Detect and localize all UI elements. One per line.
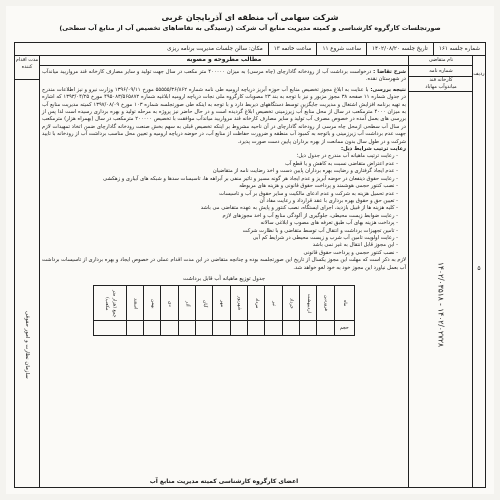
applicant-city: میاندوآب مهاباد [425, 84, 457, 90]
condition-item: - عدم اعتراض متقاضی نسبت به کاهش و یا قطع آب [42, 161, 398, 168]
table-value-cell [317, 321, 334, 336]
action-responsible: سازمان نظارت و امور حقوقی [24, 311, 30, 379]
table-value-cell [299, 321, 316, 336]
row-column [472, 55, 485, 487]
company-name: شرکت سهامی آب منطقه ای آذربایجان غربی [161, 13, 339, 22]
condition-item: - تامین تجهیزات برداشت و انتقال آب توسط متقاضی و با نظارت شرکت [42, 228, 398, 235]
request-text: درخواست برداشت آب از رودخانه گادارچای (چاه مرسی) به میزان ۴۰۰۰۰۰ متر مکعب در سال جهت تولید و سایر مصارف کارخانه قند مرواربید میاندآب در شهرستان نقده. [42, 69, 406, 83]
letter-number-vertical: ۱۴۰۲/۰۲۷۲۸ - ۱۴۰۲/۰۳۵۱۸ [436, 262, 446, 348]
table-header-cell: اسفند [126, 286, 143, 321]
table-value-cell [230, 321, 247, 336]
table-value-cell: حجم [334, 321, 354, 336]
condition-item: - نصب کنتور حجمی و پرداخت حقوق قانونی [42, 250, 398, 257]
session-start-time: ساعت شروع ۱۱ [316, 43, 366, 55]
action-column-header: مدت اقدام کننده [15, 55, 39, 80]
conditions-list [42, 153, 406, 257]
row-label: ردیف [473, 71, 485, 77]
table-value-cell [196, 321, 213, 336]
review-text: با عنایت به ابلاغ مجوز تخصیص منابع آب حوزه آبریز دریاچه ارومیه طی نامه شماره ۵۵۵۵۵/۳۶/۸۶۲ مورخ ۱۳۹۶/۰۹/۱۱ وزارت نیرو و نیز اطلاعات مندرج در جدول شماره ۱۱ صفحه ۳۸ مجوز مزبور و نیز با توجه به بند ۲۳ مصوبات کارگروه ملی نجات دریاچه ارومیه ابلاغیه شماره ۴۹۵۰۸۳/۵۶۵۸۷۲ مورخ ۱۳۹۳/۰۴/۲۵ که اشاره به تهیه برنامه افزایش اشتغال و مدیریت جایگزین توسط دستگاههای ذیربط دارد و با توجه به اینکه طی صورتجلسه شماره ۱۰۳ مورخ ۱۳۹۷/۰۸/۰۹ کمیته مدیریت منابع آب به میزان ۴۰۰۰ مترمکعب در سال از محل منابع آب زیرزمینی تخصیص ابلاغ گردیده است و در حال حاضر نیز پروژه به مرحله تولید و بهره برداری رسیده است لذا پس از بررسی های بعمل آمده در خصوص مصرف آب تولید و سایر مصارف کارخانه قند مرواربید میاندآب موافقت با تخصیص ۲۰۰۰۰۰ مترمکعب در سال (بهمراه هزار) مترمکعب در سال آب سطحی ازمحل چاه مرسی از رودخانه گادارچای در آن ناحیه مشروط بر اینکه تخصیص قبلی به سهم بخش صنعت رودخانه گادارچای ضمن اتخاذ تمهیدات لازم جهت عدم برداشت آب زیرزمینی و باتوجه به کمبود آب منطقه و ضرورت حفاظت از منابع آب، در حوضه دریاچه ارومیه و تعیین محل مناسب برداشت آب از رودخانه با تایید شرکت و در طول سال بدون ممانعت از بهره برداران پایین دست صورت پذیرد. [42, 86, 407, 145]
condition-item: - نصب کنتور حجمی هوشمند و پرداخت حقوق قانونی و هزینه های مربوطه [42, 183, 398, 190]
document-page [6, 6, 494, 494]
review-label: نتیجه بررسی: [370, 86, 406, 93]
table-value-cell [144, 321, 161, 336]
session-place: مکان: سالن جلسات مدیریت برنامه ریزی [167, 46, 263, 52]
letter-number-label: شماره نامه [409, 66, 473, 77]
condition-item: - تعیین حق و حقوق بهره برداری با عقد قرارداد و رعایت مفاد آن [42, 198, 398, 205]
applicant-name: کارخانه قند [429, 77, 453, 83]
committee-footer: اعضای کارگروه کارشناسی کمیته مدیریت منابع آب [149, 477, 299, 485]
table-header-cell: ماه [334, 286, 354, 321]
body-title: مطالب مطروحه و مصوبه [39, 55, 409, 66]
session-number: شماره جلسه ۱۶۱ [433, 43, 485, 55]
table-value-cell [282, 321, 299, 336]
table-value-cell [213, 321, 230, 336]
request-label: شرح تقاضا : [373, 69, 406, 75]
minutes-title: صورتجلسات کارگروه کارشناسی و کمیته مدیریت منابع آب شرکت (رسیدگی به تقاضاهای تخصیص آب از منابع آب سطحی) [59, 24, 441, 32]
row-number: ۵ [477, 265, 481, 272]
document-header [6, 12, 494, 33]
table-header-cell: آبان [196, 286, 213, 321]
condition-item: - عدم تحمیل هزینه به شرکت و عدم ادعای مالکیت و سایر حقوق بر آب و تاسیسات [42, 191, 398, 198]
minutes-body [39, 55, 409, 487]
distribution-table-title: جدول توزیع ماهیانه آب قابل برداشت [182, 275, 266, 282]
applicant-value [409, 77, 473, 92]
table-header-cell: دی [161, 286, 178, 321]
session-date: تاریخ جلسه ۱۴۰۲/۰۸/۲۰ [366, 43, 433, 55]
condition-item: - این مجوز قابل انتقال به غیر نمی باشد [42, 242, 398, 249]
table-header-cell: مهر [213, 286, 230, 321]
applicant-name-label: نام متقاضی [409, 55, 473, 66]
validity-note: لازم به ذکر است که مهلت این مجوز یکسال از تاریخ این صورتجلسه بوده و چنانچه متقاضی در این مدت اقدام عملی در خصوص ایجاد و بهره برداری از تاسیسات برداشت آب بعمل نیاورد این مجوز خود به خود لغو خواهد شد. [42, 257, 406, 271]
table-value-cell [265, 321, 282, 336]
condition-item: - رعایت ضوابط زیست محیطی، جلوگیری از آلودگی منابع آب و اخذ مجوزهای لازم [42, 213, 398, 220]
table-header-cell: بهمن [144, 286, 161, 321]
table-header-cell: خرداد [282, 286, 299, 321]
table-header-cell: تیر [265, 286, 282, 321]
condition-item: - رعایت ترتیب ماهیانه آب مندرج در جدول ذیل؛ [42, 153, 398, 160]
table-header-cell: اردیبهشت [299, 286, 316, 321]
condition-item: - کلیه هزینه ها از قبیل بازدید، اجرای ایستگاه، نصب کنتور و پایش به عهده متقاضی می باشد [42, 205, 398, 212]
table-header-cell: آذر [178, 286, 195, 321]
table-value-cell [161, 321, 178, 336]
action-column [15, 55, 40, 487]
conditions-title: رعایت ترتیب شرایط ذیل: [341, 146, 406, 153]
table-header-cell: شهریور [230, 286, 247, 321]
minutes-frame [14, 42, 486, 488]
table-value-cell [94, 321, 127, 336]
table-header-cell: مرداد [248, 286, 265, 321]
table-header-cell: فروردین [317, 286, 334, 321]
review-paragraph [42, 87, 406, 146]
condition-item: - رعایت اولویت تامین آب شرب و زیست محیطی در شرایط کم آبی [42, 235, 398, 242]
table-value-cell [178, 321, 195, 336]
table-value-cell [248, 321, 265, 336]
condition-item: - عدم ایجاد گرفتاری و رضایت بهره برداران پایین دست و اخذ رضایت نامه از متقاضیان [42, 168, 398, 175]
monthly-distribution-table [93, 285, 355, 336]
condition-item: - پرداخت هزینه بهای آب طبق تعرفه های مصوب و ابلاغی سالانه [42, 220, 398, 227]
condition-item: - رعایت حقوق ذینفعان در حوضه آبریز و عدم ایجاد هر گونه مسیر و تاثیر منفی بر آبراهه ها، تاسیسات سدها و شبکه های آبیاری و زهکشی [42, 176, 398, 183]
table-header-cell: جمع (هزار متر مکعب) [94, 286, 127, 321]
request-paragraph [42, 69, 406, 84]
session-end-time: ساعت خاتمه ۱۳ [268, 43, 317, 55]
applicant-column [408, 55, 473, 487]
table-value-cell [126, 321, 143, 336]
